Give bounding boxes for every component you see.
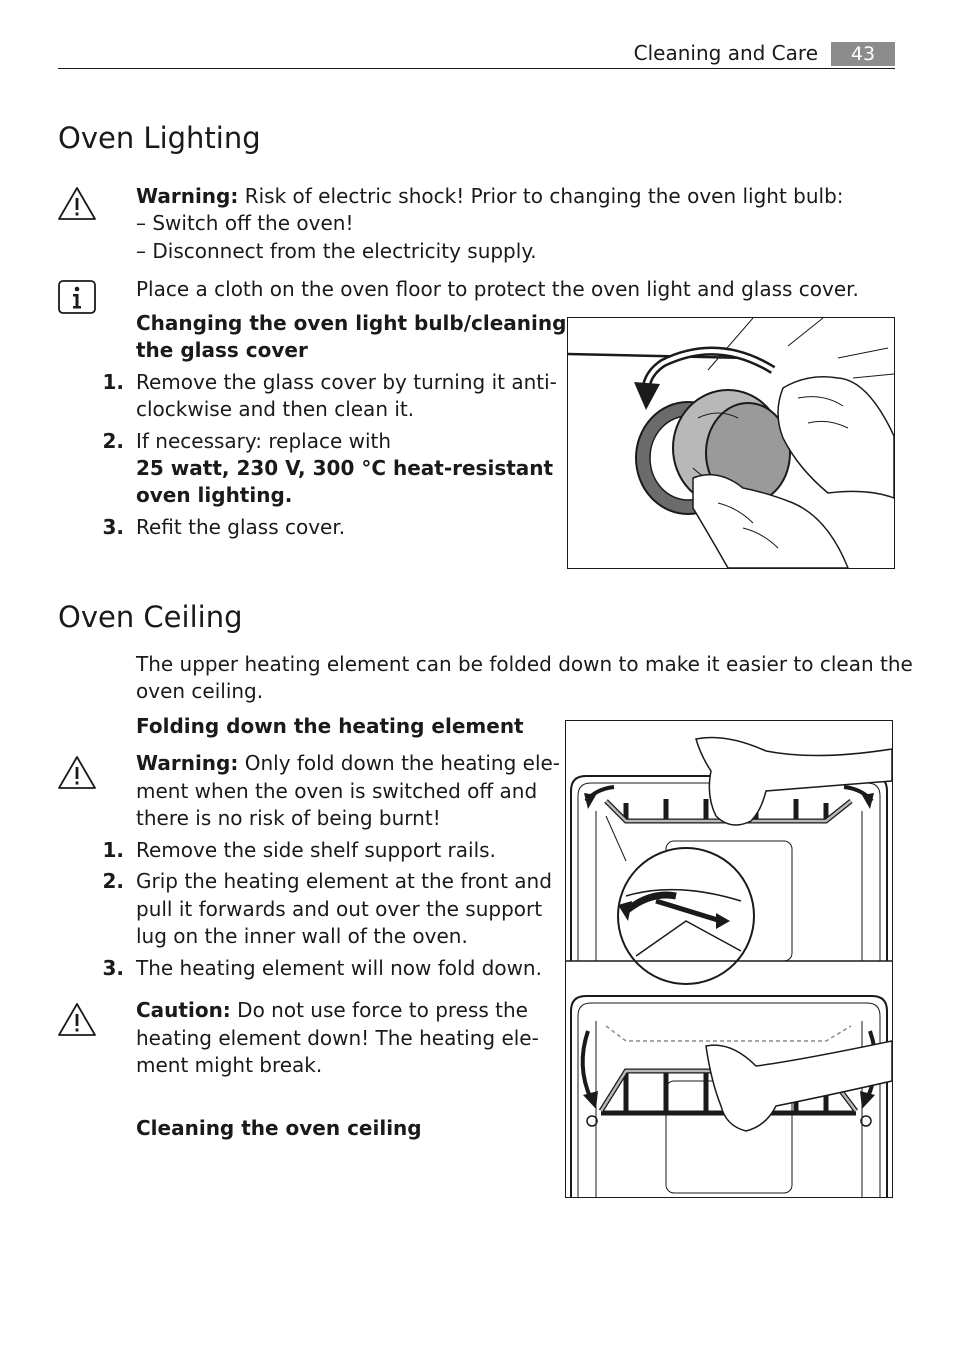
step-text: The heating element will now fold down.: [136, 956, 542, 980]
step-number: 2.: [102, 429, 124, 453]
step-text: pull it forwards and out over the support: [136, 897, 543, 921]
ceiling-intro-line-2: oven ceiling.: [136, 679, 264, 703]
subheading-cleaning-ceiling: Cleaning the oven ceiling: [136, 1116, 422, 1140]
warning-line-switch-off: – Switch off the oven!: [136, 211, 354, 235]
caution-text: [136, 997, 528, 1025]
step-number: 2.: [102, 869, 124, 893]
step-text: clockwise and then clean it.: [136, 397, 415, 421]
warning-body: Only fold down the heating ele-: [238, 751, 561, 775]
step-text: Grip the heating element at the front and: [136, 869, 552, 893]
warning-triangle-icon: [57, 186, 97, 222]
subheading-changing-bulb-1: Changing the oven light bulb/cleaning: [136, 311, 567, 335]
info-icon: [58, 280, 96, 314]
caution-label: Caution:: [136, 998, 231, 1022]
warning-triangle-icon: [57, 1002, 97, 1038]
warning-label: Warning:: [136, 751, 239, 775]
step-number: 1.: [102, 370, 124, 394]
step-text: Refit the glass cover.: [136, 515, 346, 539]
header-rule: [58, 68, 895, 69]
caution-body: Do not use force to press the: [230, 998, 528, 1022]
figure-heating-element: [565, 720, 893, 1198]
warning-triangle-icon: [57, 755, 97, 791]
subheading-changing-bulb-2: the glass cover: [136, 338, 308, 362]
warning-body: Risk of electric shock! Prior to changing the oven light bulb:: [238, 184, 844, 208]
step-text: lug on the inner wall of the oven.: [136, 924, 468, 948]
section-title-oven-lighting: Oven Lighting: [58, 121, 261, 155]
header-section-title: Cleaning and Care: [633, 41, 818, 65]
figure-oven-light-cover: [567, 317, 895, 569]
warning-text: [136, 183, 844, 211]
warning-label: Warning:: [136, 184, 239, 208]
step-number: 3.: [102, 515, 124, 539]
step-number: 3.: [102, 956, 124, 980]
step-number: 1.: [102, 838, 124, 862]
section-title-oven-ceiling: Oven Ceiling: [58, 600, 243, 634]
ceiling-warning-line-2: ment when the oven is switched off and: [136, 779, 538, 803]
warning-line-disconnect: – Disconnect from the electricity supply.: [136, 239, 537, 263]
subheading-folding-down: Folding down the heating element: [136, 714, 524, 738]
step-text: Remove the glass cover by turning it anti-: [136, 370, 557, 394]
ceiling-warning-line-3: there is no risk of being burnt!: [136, 806, 441, 830]
step-text-bold: oven lighting.: [136, 483, 293, 507]
ceiling-warning-text: [136, 750, 560, 778]
caution-line-3: ment might break.: [136, 1053, 323, 1077]
ceiling-intro-line-1: The upper heating element can be folded down to make it easier to clean the: [136, 652, 913, 676]
caution-line-2: heating element down! The heating ele-: [136, 1026, 539, 1050]
step-text: If necessary: replace with: [136, 429, 392, 453]
info-text: Place a cloth on the oven floor to protect the oven light and glass cover.: [136, 277, 859, 301]
step-text-bold: 25 watt, 230 V, 300 °C heat-resistant: [136, 456, 554, 480]
step-text: Remove the side shelf support rails.: [136, 838, 496, 862]
page-number: 43: [831, 42, 895, 66]
